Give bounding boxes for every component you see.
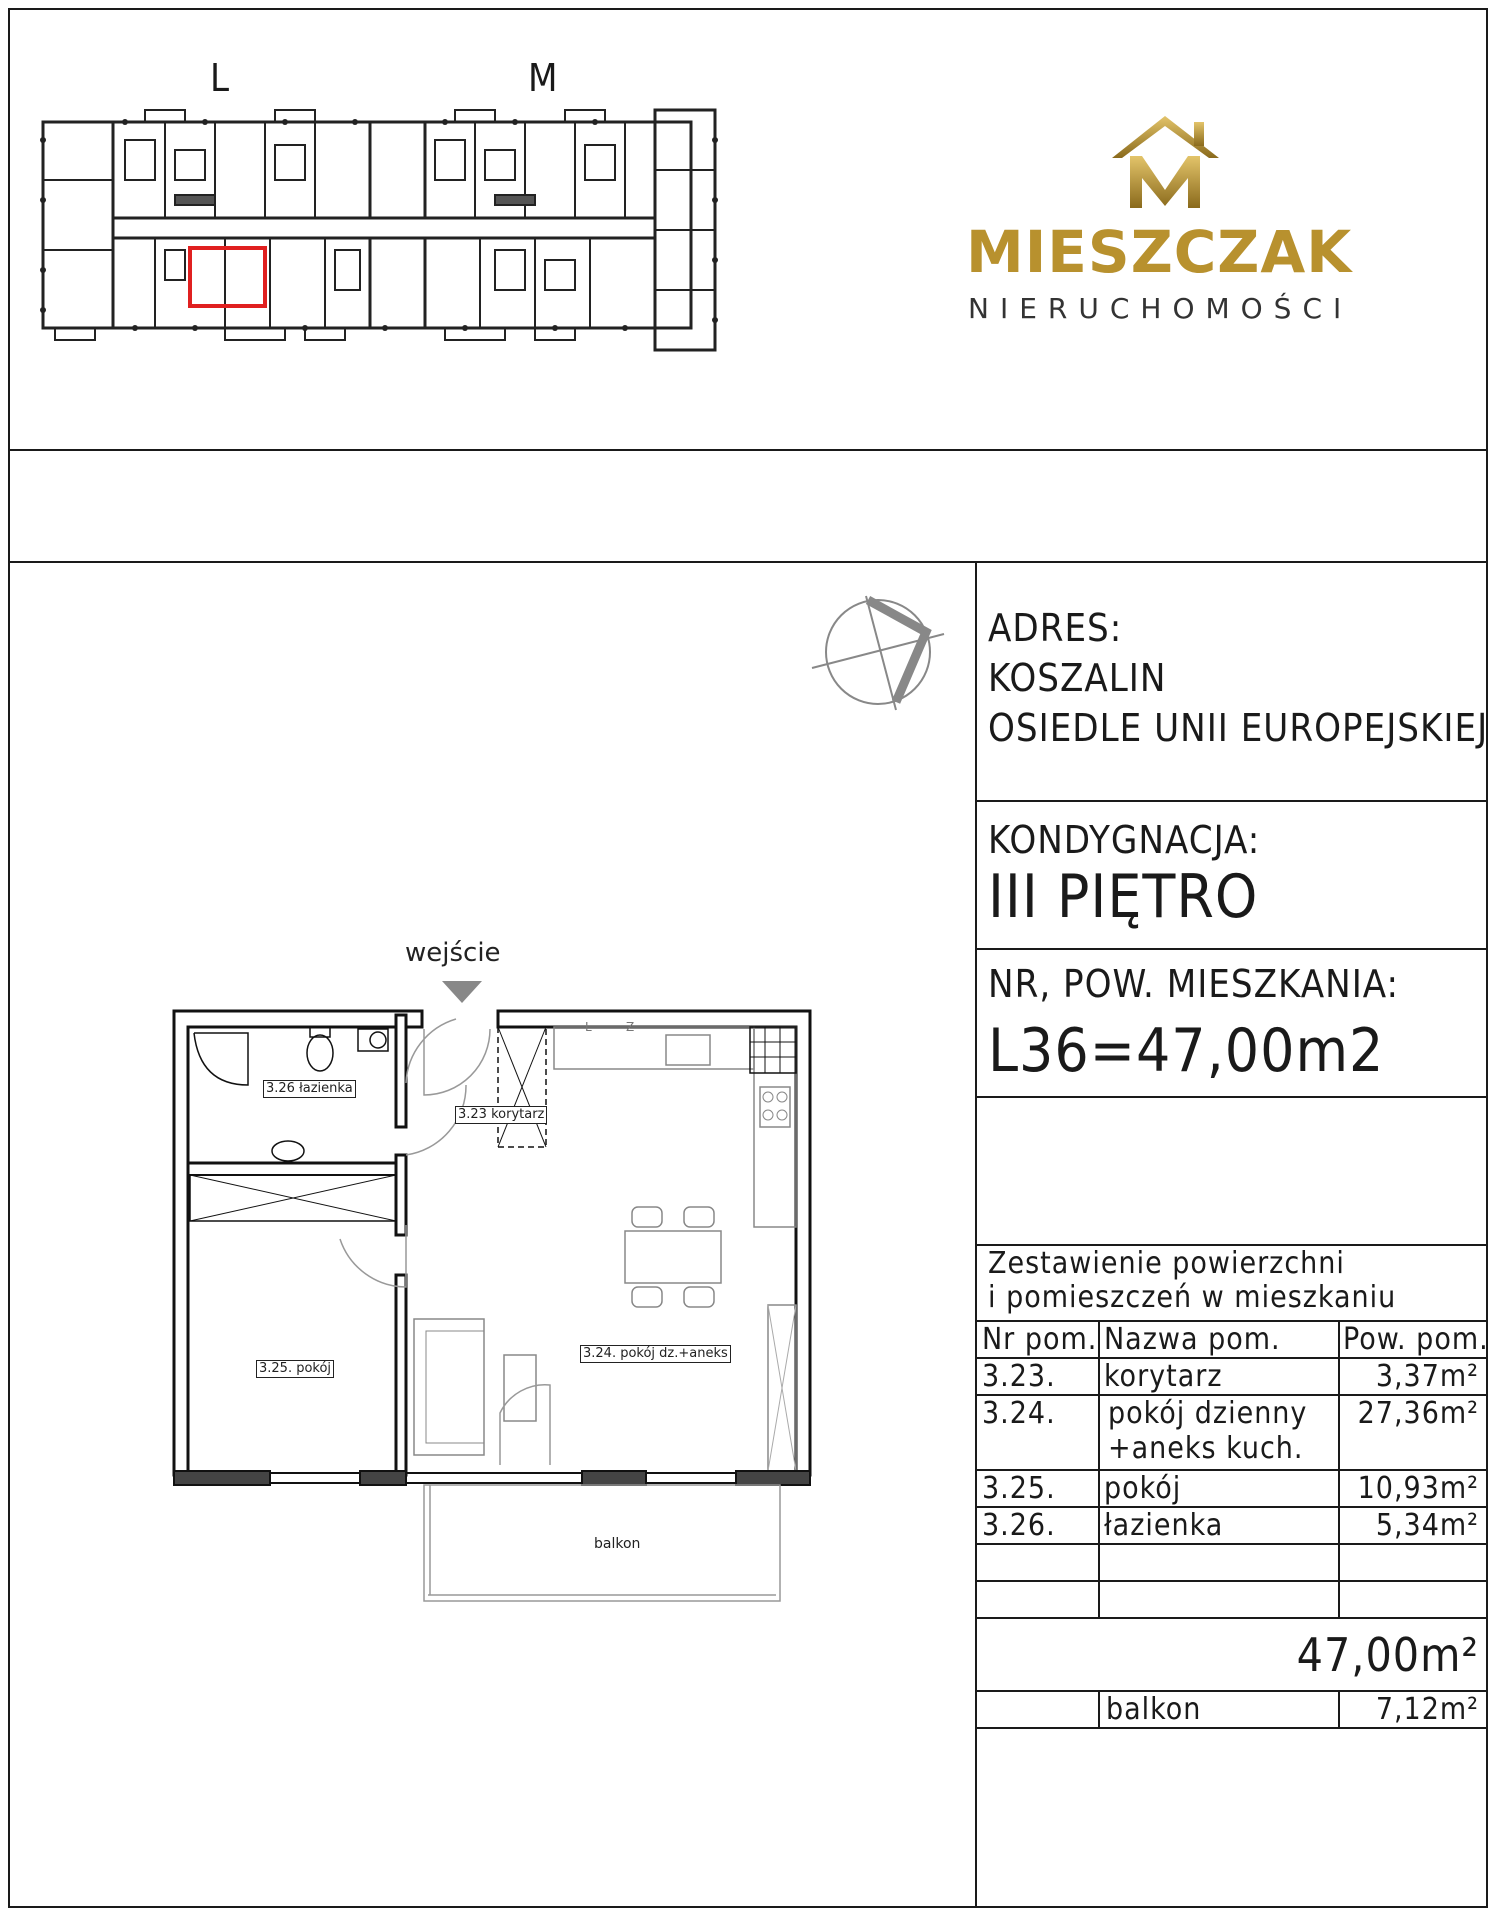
address-street: OSIEDLE UNII EUROPEJSKIEJ [988,706,1489,750]
table-col-line [1098,1320,1100,1617]
floor-value: III PIĘTRO [988,862,1259,932]
room-label-balcony: balkon [594,1536,641,1552]
key-plan-label-l: L [210,56,231,100]
table-row-nr: 3.25. [982,1471,1056,1506]
table-col-line [1338,1320,1340,1617]
table-title-line2: i pomieszczeń w mieszkaniu [988,1280,1397,1315]
table-header-nr: Nr pom. [982,1322,1098,1357]
key-plan-label-m: M [528,56,559,100]
table-title-line1: Zestawienie powierzchni [988,1246,1345,1281]
table-line [977,1543,1488,1545]
room-label-bathroom: 3.26 łazienka [263,1080,356,1098]
table-row-nr: 3.23. [982,1359,1056,1394]
table-row-name: łazienka [1104,1508,1224,1543]
table-row-name: korytarz [1104,1359,1223,1394]
panel-divider-3 [977,1096,1488,1098]
room-label-corridor: 3.23 korytarz [455,1106,547,1124]
table-col-line [1098,1690,1100,1729]
room-label-living: 3.24. pokój dz.+aneks [580,1345,731,1363]
address-city: KOSZALIN [988,656,1167,700]
divider-mid [8,561,1488,563]
table-row-name: pokój [1104,1471,1182,1506]
table-header-area: Pow. pom. [1343,1322,1489,1357]
company-logo [960,106,1365,326]
table-row-nr: 3.26. [982,1508,1056,1543]
table-row-name-2: +aneks kuch. [1108,1431,1304,1466]
key-plan-highlight [190,248,265,306]
entrance-label: wejście [405,938,501,968]
divider-vertical [975,561,977,1908]
apartment-label: NR, POW. MIESZKANIA: [988,962,1400,1006]
logo-name: MIESZCZAK [966,218,1353,286]
panel-divider-2 [977,948,1488,950]
table-total: 47,00m² [1296,1628,1479,1682]
address-label: ADRES: [988,606,1123,650]
logo-subtitle: NIERUCHOMOŚCI [968,292,1353,325]
table-row-area: 27,36m² [1357,1396,1479,1431]
entrance-arrow-icon [442,981,482,1003]
floor-plan [170,975,820,1635]
divider-top [8,449,1488,451]
table-line [977,1617,1488,1619]
balcony-label: balkon [1106,1692,1202,1727]
room-label-room: 3.25. pokój [256,1360,334,1378]
panel-divider-1 [977,800,1488,802]
kitchen-mark-z: Z [626,1020,635,1034]
house-icon [1108,110,1223,210]
table-row-area: 3,37m² [1375,1359,1479,1394]
table-row-name: pokój dzienny [1108,1396,1308,1431]
floor-label: KONDYGNACJA: [988,818,1261,862]
balcony-area: 7,12m² [1375,1692,1479,1727]
table-row-area: 5,34m² [1375,1508,1479,1543]
table-col-line [1338,1690,1340,1729]
table-row-area: 10,93m² [1357,1471,1479,1506]
table-header-name: Nazwa pom. [1104,1322,1281,1357]
table-row-nr: 3.24. [982,1396,1056,1431]
table-line [977,1727,1488,1729]
apartment-value: L36=47,00m2 [988,1016,1385,1086]
north-arrow-icon [808,590,948,720]
table-line [977,1580,1488,1582]
kitchen-mark-l: L [585,1020,592,1034]
key-plan [25,100,725,360]
